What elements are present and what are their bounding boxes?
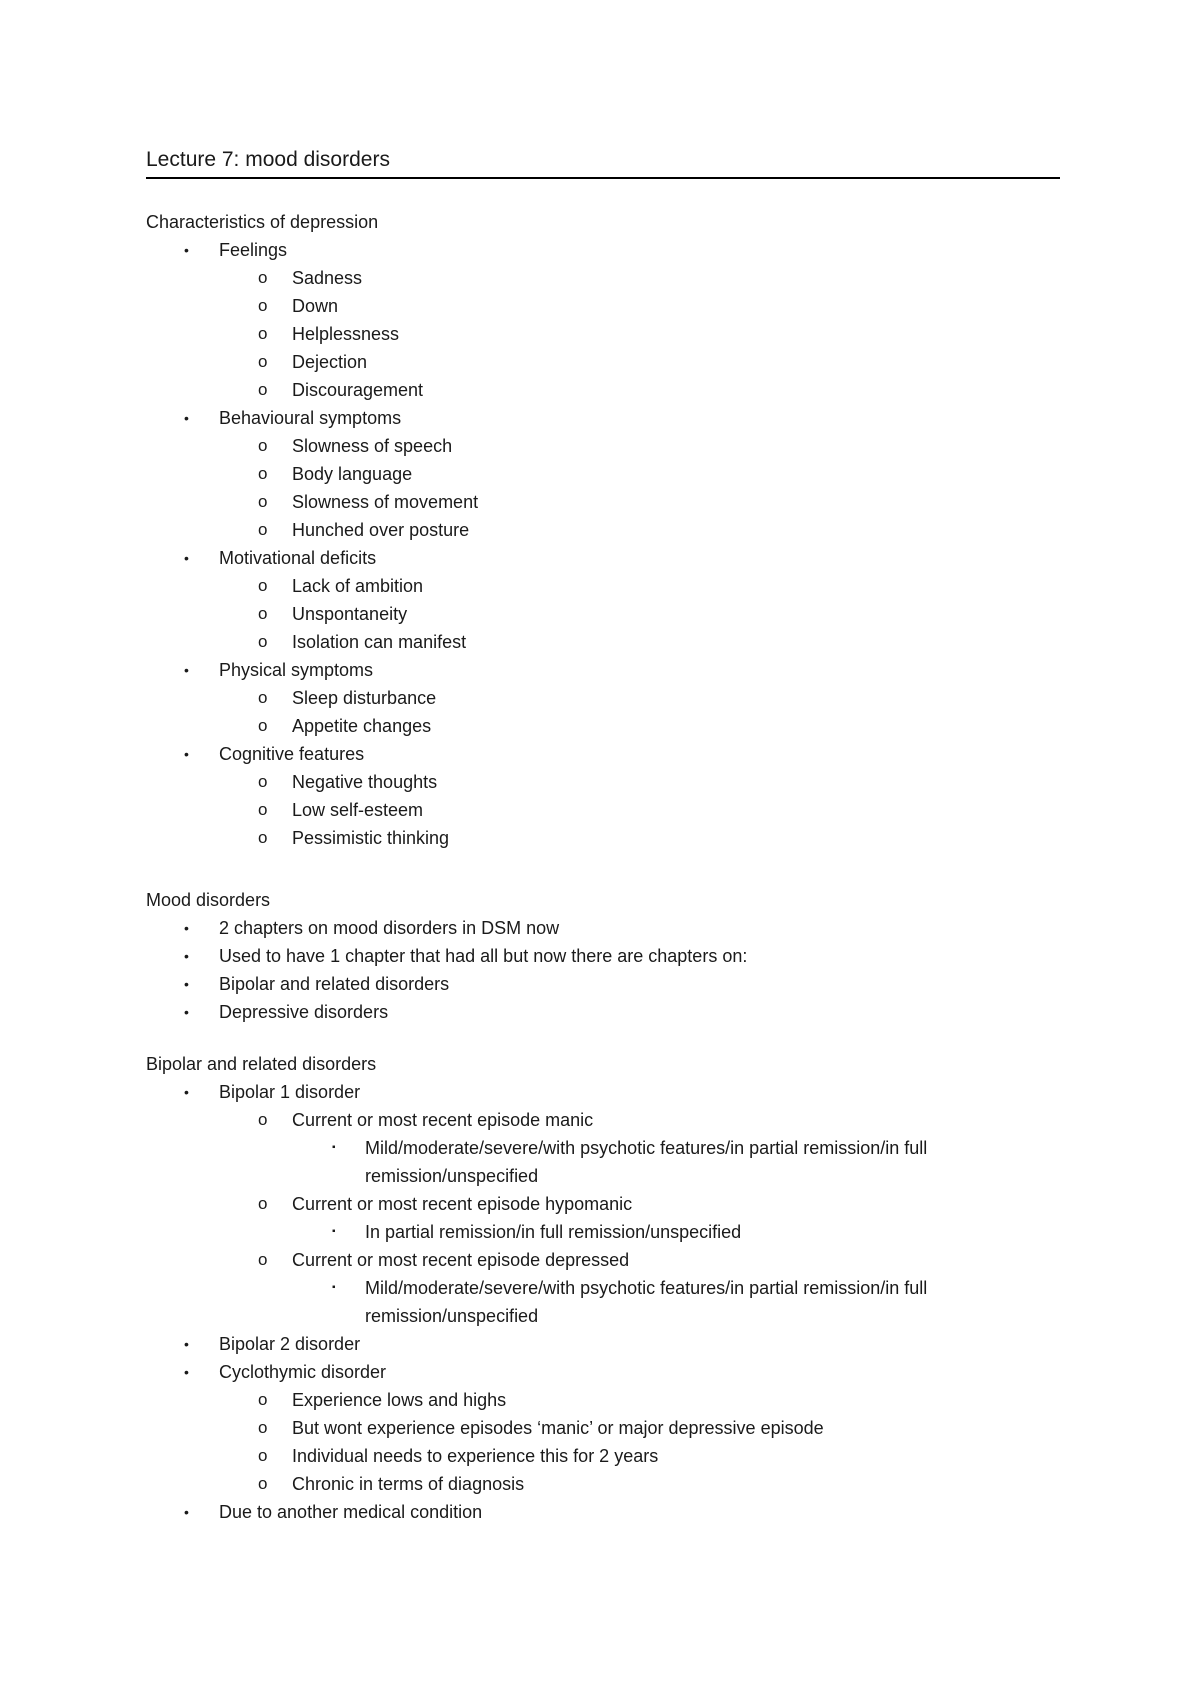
list-item-continuation: remission/unspecified — [365, 1306, 539, 1326]
square-bullet-icon: ▪ — [332, 1226, 336, 1237]
list-item: o Sleep disturbance — [146, 684, 1076, 712]
bullet-icon: • — [184, 550, 189, 566]
list-item: o Discouragement — [146, 376, 1076, 404]
list-item-continuation: remission/unspecified — [365, 1166, 539, 1186]
section-bipolar-and-related-disorders — [146, 1050, 1076, 1526]
list-item: o Current or most recent episode hypomanic — [146, 1190, 1076, 1218]
circle-bullet-icon: o — [258, 576, 268, 595]
list-item: o Negative thoughts — [146, 768, 1076, 796]
section-heading: Characteristics of depression — [146, 212, 379, 232]
circle-bullet-icon: o — [258, 520, 268, 539]
bullet-icon: • — [184, 1004, 189, 1020]
circle-bullet-icon: o — [258, 1446, 268, 1465]
circle-bullet-icon: o — [258, 492, 268, 511]
circle-bullet-icon: o — [258, 772, 268, 791]
list-item: • Cyclothymic disorder — [146, 1358, 1076, 1386]
list-item: o Experience lows and highs — [146, 1386, 1076, 1414]
list-item: • Bipolar 2 disorder — [146, 1330, 1076, 1358]
list-item: • Bipolar and related disorders — [146, 970, 1076, 998]
bullet-icon: • — [184, 920, 189, 936]
list-item: o Lack of ambition — [146, 572, 1076, 600]
list-item: o Unspontaneity — [146, 600, 1076, 628]
square-bullet-icon: ▪ — [332, 1142, 336, 1153]
circle-bullet-icon: o — [258, 632, 268, 651]
circle-bullet-icon: o — [258, 604, 268, 623]
circle-bullet-icon: o — [258, 1110, 268, 1129]
section-characteristics-of-depression — [146, 208, 1076, 852]
circle-bullet-icon: o — [258, 436, 268, 455]
list-item: o Slowness of movement — [146, 488, 1076, 516]
list-item: o Helplessness — [146, 320, 1076, 348]
list-item: o Appetite changes — [146, 712, 1076, 740]
list-item: o Current or most recent episode depressed — [146, 1246, 1076, 1274]
section-mood-disorders — [146, 886, 1076, 1026]
circle-bullet-icon: o — [258, 828, 268, 847]
list-item: • Feelings — [146, 236, 1076, 264]
circle-bullet-icon: o — [258, 688, 268, 707]
bullet-icon: • — [184, 976, 189, 992]
circle-bullet-icon: o — [258, 1194, 268, 1213]
bullet-icon: • — [184, 242, 189, 258]
circle-bullet-icon: o — [258, 800, 268, 819]
list-item: • Depressive disorders — [146, 998, 1076, 1026]
bullet-icon: • — [184, 1364, 189, 1380]
document-title: Lecture 7: mood disorders — [146, 146, 1060, 179]
section-heading: Mood disorders — [146, 890, 271, 910]
list-item: o Hunched over posture — [146, 516, 1076, 544]
list-item: o Slowness of speech — [146, 432, 1076, 460]
circle-bullet-icon: o — [258, 352, 268, 371]
circle-bullet-icon: o — [258, 1250, 268, 1269]
bullet-icon: • — [184, 410, 189, 426]
circle-bullet-icon: o — [258, 296, 268, 315]
list-item: • Motivational deficits — [146, 544, 1076, 572]
list-item: • Cognitive features — [146, 740, 1076, 768]
circle-bullet-icon: o — [258, 380, 268, 399]
list-item: • Behavioural symptoms — [146, 404, 1076, 432]
square-bullet-icon: ▪ — [332, 1282, 336, 1293]
list-item: o Chronic in terms of diagnosis — [146, 1470, 1076, 1498]
list-item: • Bipolar 1 disorder — [146, 1078, 1076, 1106]
list-item: • Due to another medical condition — [146, 1498, 1076, 1526]
bullet-icon: • — [184, 1084, 189, 1100]
bullet-icon: • — [184, 746, 189, 762]
circle-bullet-icon: o — [258, 1474, 268, 1493]
section-heading: Bipolar and related disorders — [146, 1054, 377, 1074]
circle-bullet-icon: o — [258, 1390, 268, 1409]
circle-bullet-icon: o — [258, 1418, 268, 1437]
list-item: o Dejection — [146, 348, 1076, 376]
list-item: o Isolation can manifest — [146, 628, 1076, 656]
list-item: • Physical symptoms — [146, 656, 1076, 684]
circle-bullet-icon: o — [258, 464, 268, 483]
list-item: • Used to have 1 chapter that had all but now there are chapters on: — [146, 942, 1076, 970]
bullet-icon: • — [184, 1504, 189, 1520]
list-item: o Body language — [146, 460, 1076, 488]
list-item: o Down — [146, 292, 1076, 320]
list-item: o Low self-esteem — [146, 796, 1076, 824]
list-item: ▪ Mild/moderate/severe/with psychotic features/in partial remission/in full — [146, 1134, 1076, 1162]
list-item: o Individual needs to experience this for 2 years — [146, 1442, 1076, 1470]
bullet-icon: • — [184, 948, 189, 964]
bullet-icon: • — [184, 1336, 189, 1352]
list-item: • 2 chapters on mood disorders in DSM now — [146, 914, 1076, 942]
circle-bullet-icon: o — [258, 716, 268, 735]
list-item: o But wont experience episodes ‘manic’ or major depressive episode — [146, 1414, 1076, 1442]
list-item: o Sadness — [146, 264, 1076, 292]
circle-bullet-icon: o — [258, 324, 268, 343]
list-item: o Pessimistic thinking — [146, 824, 1076, 852]
list-item: o Current or most recent episode manic — [146, 1106, 1076, 1134]
list-item: ▪ In partial remission/in full remission/unspecified — [146, 1218, 1076, 1246]
bullet-icon: • — [184, 662, 189, 678]
list-item: ▪ Mild/moderate/severe/with psychotic features/in partial remission/in full — [146, 1274, 1076, 1302]
circle-bullet-icon: o — [258, 268, 268, 287]
